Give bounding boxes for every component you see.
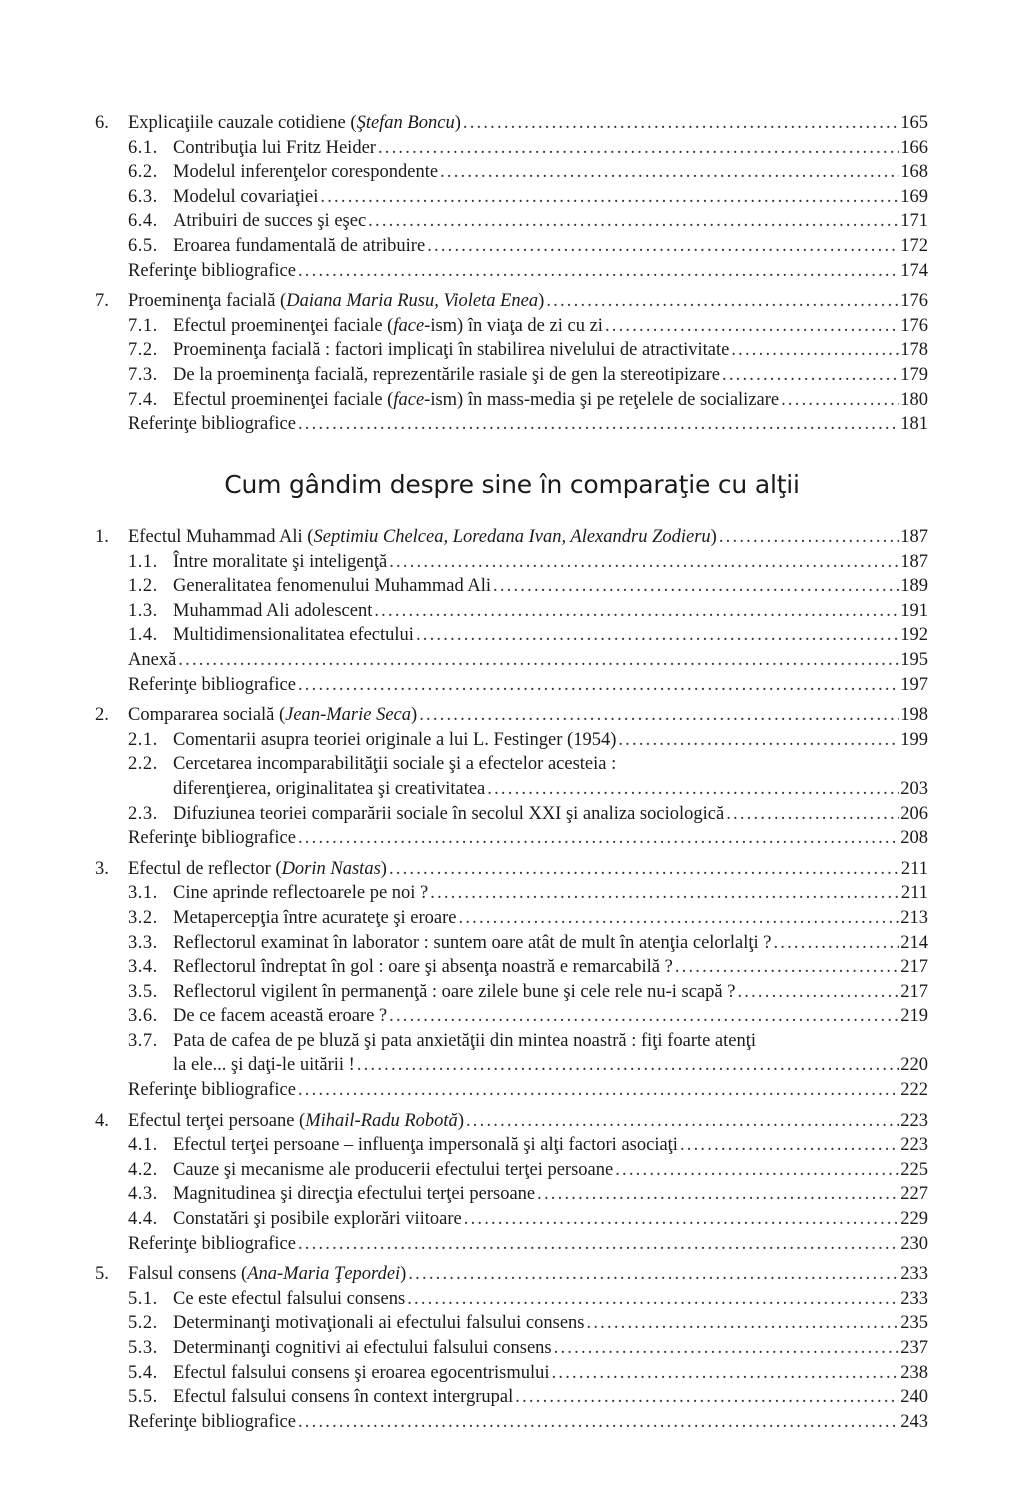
dot-leader [405, 1287, 899, 1312]
subsection-title: Reflectorul vigilent în permanenţă : oare zilele bune şi cele rele nu-i scapă ? [173, 981, 736, 1002]
toc-section-4 [95, 1109, 928, 1257]
dot-leader [717, 525, 899, 550]
section-author: Septimiu Chelcea, Loredana Ivan, Alexandru Zodieru [313, 527, 711, 547]
dot-leader [387, 857, 900, 882]
subsection-number: 3.7. [128, 1030, 158, 1051]
page-number: 198 [900, 705, 928, 726]
subsection-number: 2.3. [128, 803, 158, 824]
references-title: Referinţe bibliografice [128, 1080, 296, 1101]
dot-leader [779, 388, 899, 413]
dot-leader [296, 1078, 899, 1103]
page-number: 180 [900, 389, 928, 410]
paren: ) [710, 527, 717, 547]
toc-entry-references[interactable] [95, 673, 928, 698]
subsection-number: 3.3. [128, 932, 158, 953]
title-part: Efectul proeminenţei faciale ( [173, 389, 394, 410]
dot-leader [387, 550, 899, 575]
toc-entry[interactable] [95, 1262, 928, 1287]
toc-entry[interactable] [95, 1207, 928, 1232]
page-number: 203 [900, 778, 928, 799]
paren: ) [457, 1110, 464, 1131]
section-title: Falsul consens ( [128, 1264, 248, 1285]
page-number: 179 [900, 364, 928, 385]
subsection-title: Modelul inferenţelor corespondente [173, 162, 439, 183]
page-number: 171 [900, 211, 928, 232]
toc-entry[interactable] [95, 1158, 928, 1183]
dot-leader [724, 802, 899, 827]
page-number: 206 [900, 803, 928, 824]
toc-entry[interactable] [95, 185, 928, 210]
page-number: 192 [900, 625, 928, 646]
part-heading: Cum gândim despre sine în comparaţie cu alţii [224, 470, 800, 499]
page-number: 211 [900, 858, 928, 879]
toc-entry[interactable] [95, 388, 928, 413]
toc-entry[interactable] [95, 136, 928, 161]
subsection-number: 1.2. [128, 576, 158, 597]
subsection-number: 6.3. [128, 186, 158, 207]
toc-entry[interactable] [95, 550, 928, 575]
page-number: 176 [900, 315, 928, 336]
subsection-title: Cauze şi mecanisme ale producerii efectului terţei persoane [173, 1159, 614, 1180]
subsection-title: Proeminenţa facială : factori implicaţi în stabilirea nivelului de atractivitate [173, 340, 730, 361]
title-part: Efectul proeminenţei faciale ( [173, 315, 394, 336]
subsection-title: Efectul falsului consens şi eroarea egocentrismului [173, 1362, 550, 1383]
dot-leader [296, 412, 899, 437]
page-number: 219 [900, 1006, 928, 1027]
toc-entry[interactable] [95, 1133, 928, 1158]
section-author: Mihail-Radu Robotă [305, 1110, 458, 1131]
toc-entry[interactable] [95, 525, 928, 550]
dot-leader [756, 1029, 928, 1054]
page-number: 237 [900, 1338, 928, 1358]
subsection-number: 5.1. [128, 1288, 158, 1309]
subsection-title: De la proeminenţa facială, reprezentările rasiale şi de gen la stereotipizare [173, 364, 720, 385]
subsection-title-line2: la ele... şi daţi-le uitării ! [173, 1055, 355, 1076]
dot-leader [406, 1262, 899, 1287]
page-number: 168 [900, 162, 928, 183]
toc-entry[interactable] [95, 623, 928, 648]
subsection-number: 5.3. [128, 1338, 158, 1358]
references-title: Referinţe bibliografice [128, 260, 296, 281]
section-number: 7. [95, 291, 109, 312]
page-number: 217 [900, 957, 928, 978]
references-title: Referinţe bibliografice [128, 414, 296, 435]
subsection-title: De ce facem această eroare ? [173, 1006, 388, 1027]
paren: ) [454, 113, 461, 133]
toc-entry[interactable] [95, 111, 928, 136]
dot-leader [613, 1158, 899, 1183]
references-title: Referinţe bibliografice [128, 674, 296, 695]
toc-entry-references[interactable] [95, 1232, 928, 1257]
subsection-title [173, 388, 779, 413]
page-number: 165 [900, 113, 928, 133]
toc-entry[interactable] [95, 1287, 928, 1312]
page-number: 189 [900, 576, 928, 597]
page-number: 211 [900, 883, 928, 904]
page-number: 227 [900, 1184, 928, 1205]
page-number: 214 [900, 932, 928, 953]
page-number: 240 [900, 1387, 928, 1408]
toc-entry[interactable] [95, 980, 928, 1005]
subsection-number: 2.1. [128, 729, 158, 750]
toc-entry[interactable] [95, 703, 928, 728]
title-part: -ism) în viaţa de zi cu zi [424, 315, 603, 336]
page-number: 229 [900, 1209, 928, 1230]
subsection-title [173, 314, 603, 339]
dot-leader [535, 1182, 899, 1207]
section-number: 5. [95, 1264, 109, 1285]
page-number: 195 [900, 649, 928, 670]
page-number: 233 [900, 1264, 928, 1285]
section-number: 4. [95, 1110, 109, 1131]
paren: ) [380, 858, 387, 879]
subsection-number: 7.2. [128, 340, 158, 361]
section-number: 3. [95, 858, 109, 879]
page-number: 230 [900, 1233, 928, 1254]
subsection-title: Comentarii asupra teoriei originale a lui L. Festinger (1954) [173, 729, 617, 750]
dot-leader [461, 111, 899, 136]
subsection-title: Generalitatea fenomenului Muhammad Ali [173, 576, 491, 597]
page-number: 235 [900, 1313, 928, 1334]
dot-leader [372, 599, 899, 624]
section-author: Jean-Marie Seca [285, 705, 412, 726]
references-title: Referinţe bibliografice [128, 1411, 296, 1432]
subsection-title: Metapercepţia între acurateţe şi eroare [173, 907, 457, 928]
dot-leader [678, 1133, 899, 1158]
dot-leader [462, 1207, 900, 1232]
dot-leader [513, 1385, 899, 1410]
toc-entry[interactable] [95, 289, 928, 314]
section-title: Efectul Muhammad Ali ( [128, 527, 314, 547]
subsection-title: Determinanţi cognitivi ai efectului falsului consens [173, 1338, 552, 1358]
section-author: Daiana Maria Rusu, Violeta Enea [286, 291, 539, 312]
toc-section-1 [95, 525, 928, 697]
dot-leader [771, 931, 899, 956]
dot-leader [552, 1336, 900, 1361]
toc-entry[interactable] [95, 363, 928, 388]
toc-section-5 [95, 1262, 928, 1434]
page-number: 187 [900, 527, 928, 547]
toc-part-one [95, 111, 928, 437]
toc-entry[interactable] [95, 1311, 928, 1336]
subsection-number: 5.4. [128, 1362, 158, 1383]
subsection-title: Cine aprinde reflectoarele pe noi ? [173, 883, 429, 904]
subsection-number: 5.2. [128, 1313, 158, 1334]
toc-entry[interactable] [95, 906, 928, 931]
dot-leader [735, 980, 899, 1005]
dot-leader [485, 777, 899, 802]
section-title: Explicaţiile cauzale cotidiene ( [128, 113, 357, 133]
toc-entry-annex[interactable] [95, 648, 928, 673]
toc-entry-references[interactable] [95, 412, 928, 437]
toc-entry[interactable] [95, 1182, 928, 1207]
subsection-number: 4.2. [128, 1159, 158, 1180]
dot-leader [417, 703, 899, 728]
toc-entry-continuation[interactable] [95, 1053, 928, 1078]
dot-leader [296, 259, 899, 284]
section-title: Compararea socială ( [128, 705, 286, 726]
subsection-title: Atribuiri de succes şi eşec [173, 211, 367, 232]
page-number: 220 [900, 1055, 928, 1076]
section-number: 1. [95, 527, 109, 547]
page-number: 176 [900, 291, 928, 312]
dot-leader [464, 1109, 899, 1134]
toc-entry[interactable] [95, 234, 928, 259]
toc-entry[interactable] [95, 1361, 928, 1386]
dot-leader [438, 160, 899, 185]
references-title: Referinţe bibliografice [128, 828, 296, 849]
toc-entry-references[interactable] [95, 259, 928, 284]
toc-section-6 [95, 111, 928, 283]
subsection-number: 6.4. [128, 211, 158, 232]
subsection-title: Difuziunea teoriei comparării sociale în secolul XXI şi analiza sociologică [173, 803, 725, 824]
dot-leader [414, 623, 899, 648]
toc-entry[interactable] [95, 574, 928, 599]
subsection-number: 4.3. [128, 1184, 158, 1205]
toc-entry-references[interactable] [95, 826, 928, 851]
section-title: Proeminenţa facială ( [128, 291, 287, 312]
page-number: 223 [900, 1110, 928, 1131]
dot-leader [355, 1053, 899, 1078]
toc-section-2 [95, 703, 928, 851]
section-number: 2. [95, 705, 109, 726]
subsection-title: Reflectorul îndreptat în gol : oare şi absenţa noastră e remarcabilă ? [173, 957, 673, 978]
page-number: 191 [900, 600, 928, 621]
dot-leader [491, 574, 899, 599]
subsection-title: Efectul terţei persoane – influenţa impersonală şi alţi factori asociaţi [173, 1135, 678, 1156]
toc-entry[interactable] [95, 931, 928, 956]
toc-entry[interactable] [95, 1336, 928, 1361]
title-italic: face [393, 315, 425, 336]
title-italic: face [393, 389, 425, 410]
section-title: Efectul de reflector ( [128, 858, 282, 879]
page-number: 174 [900, 260, 928, 281]
dot-leader [729, 338, 899, 363]
subsection-title: Contribuţia lui Fritz Heider [173, 137, 376, 158]
toc-entry[interactable] [95, 857, 928, 882]
section-author: Dorin Nastas [281, 858, 381, 879]
references-title: Referinţe bibliografice [128, 1233, 296, 1254]
subsection-number: 7.3. [128, 364, 158, 385]
subsection-title: Pata de cafea de pe bluză şi pata anxietăţii din mintea noastră : fiţi foarte atenţi [173, 1030, 757, 1051]
page-number: 172 [900, 235, 928, 256]
section-number: 6. [95, 113, 109, 133]
subsection-number: 7.4. [128, 389, 158, 410]
dot-leader [720, 363, 899, 388]
dot-leader [616, 752, 928, 777]
subsection-number: 6.5. [128, 235, 158, 256]
dot-leader [318, 185, 899, 210]
subsection-number: 1.1. [128, 551, 158, 572]
page-number: 166 [900, 137, 928, 158]
subsection-title: Constatări şi posibile explorări viitoare [173, 1209, 462, 1230]
subsection-title: Reflectorul examinat în laborator : suntem oare atât de mult în atenţia celorlalţi ? [173, 932, 772, 953]
toc-entry[interactable] [95, 802, 928, 827]
subsection-title: Multidimensionalitatea efectului [173, 625, 414, 646]
dot-leader [457, 906, 900, 931]
subsection-title-line2: diferenţierea, originalitatea şi creativitatea [173, 778, 486, 799]
toc-entry-continuation[interactable] [95, 777, 928, 802]
subsection-number: 6.1. [128, 137, 158, 158]
toc-entry[interactable] [95, 955, 928, 980]
subsection-number: 3.4. [128, 957, 158, 978]
toc-entry[interactable] [95, 881, 928, 906]
toc-entry[interactable] [95, 752, 928, 777]
subsection-title: Magnitudinea şi direcţia efectului terţei persoane [173, 1184, 536, 1205]
annex-title: Anexă [128, 649, 177, 670]
subsection-title: Determinanţi motivaţionali ai efectului falsului consens [173, 1313, 585, 1334]
page-number: 238 [900, 1362, 928, 1383]
dot-leader [428, 881, 900, 906]
dot-leader [387, 1004, 899, 1029]
page-number: 187 [900, 551, 928, 572]
toc-entry[interactable] [95, 1029, 928, 1054]
subsection-number: 4.1. [128, 1135, 158, 1156]
section-author: Ana-Maria Ţepordei [247, 1264, 401, 1285]
section-author: Ştefan Boncu [356, 113, 455, 133]
subsection-number: 3.1. [128, 883, 158, 904]
dot-leader [376, 136, 899, 161]
toc-entry[interactable] [95, 160, 928, 185]
page-number: 222 [900, 1080, 928, 1101]
dot-leader [366, 209, 899, 234]
page-number: 213 [900, 907, 928, 928]
toc-section-7 [95, 289, 928, 437]
subsection-number: 5.5. [128, 1387, 158, 1408]
page-number: 225 [900, 1159, 928, 1180]
subsection-number: 3.5. [128, 981, 158, 1002]
dot-leader [296, 1410, 899, 1435]
subsection-title: Ce este efectul falsului consens [173, 1288, 406, 1309]
toc-entry[interactable] [95, 728, 928, 753]
dot-leader [425, 234, 899, 259]
subsection-number: 3.2. [128, 907, 158, 928]
dot-leader [544, 289, 899, 314]
page-number: 208 [900, 828, 928, 849]
dot-leader [176, 648, 899, 673]
subsection-number: 3.6. [128, 1006, 158, 1027]
dot-leader [550, 1361, 900, 1386]
toc-entry-references[interactable] [95, 1078, 928, 1103]
paren: ) [538, 291, 545, 312]
subsection-title: Între moralitate şi inteligenţă [173, 551, 388, 572]
dot-leader [616, 728, 899, 753]
page-number: 243 [900, 1411, 928, 1432]
title-part: -ism) în mass-media şi pe reţelele de socializare [424, 389, 780, 410]
subsection-number: 2.2. [128, 754, 158, 775]
subsection-number: 1.4. [128, 625, 158, 646]
page-number: 233 [900, 1288, 928, 1309]
toc-entry[interactable] [95, 599, 928, 624]
page-number: 197 [900, 674, 928, 695]
subsection-title: Cercetarea incomparabilităţii sociale şi a efectelor acesteia : [173, 754, 617, 775]
dot-leader [673, 955, 899, 980]
paren: ) [400, 1264, 407, 1285]
subsection-title: Efectul falsului consens în context intergrupal [173, 1387, 514, 1408]
subsection-number: 4.4. [128, 1209, 158, 1230]
toc-entry[interactable] [95, 338, 928, 363]
page-number: 169 [900, 186, 928, 207]
page-number: 223 [900, 1135, 928, 1156]
page-number: 199 [900, 729, 928, 750]
toc-section-3 [95, 857, 928, 1103]
dot-leader [296, 673, 899, 698]
toc-entry[interactable] [95, 209, 928, 234]
dot-leader [603, 314, 899, 339]
toc-entry-references[interactable] [95, 1410, 928, 1435]
toc-entry[interactable] [95, 1385, 928, 1410]
toc-part-two [95, 525, 928, 1434]
subsection-title: Modelul covariaţiei [173, 186, 319, 207]
dot-leader [296, 826, 899, 851]
paren: ) [411, 705, 418, 726]
subsection-number: 7.1. [128, 315, 158, 336]
subsection-number: 6.2. [128, 162, 158, 183]
subsection-number: 1.3. [128, 600, 158, 621]
dot-leader [585, 1311, 900, 1336]
toc-entry[interactable] [95, 314, 928, 339]
toc-entry[interactable] [95, 1109, 928, 1134]
subsection-title: Eroarea fundamentală de atribuire [173, 235, 426, 256]
page-number: 178 [900, 340, 928, 361]
page-number: 217 [900, 981, 928, 1002]
page-number: 181 [900, 414, 928, 435]
toc-entry[interactable] [95, 1004, 928, 1029]
subsection-title: Muhammad Ali adolescent [173, 600, 373, 621]
section-title: Efectul terţei persoane ( [128, 1110, 306, 1131]
dot-leader [296, 1232, 899, 1257]
